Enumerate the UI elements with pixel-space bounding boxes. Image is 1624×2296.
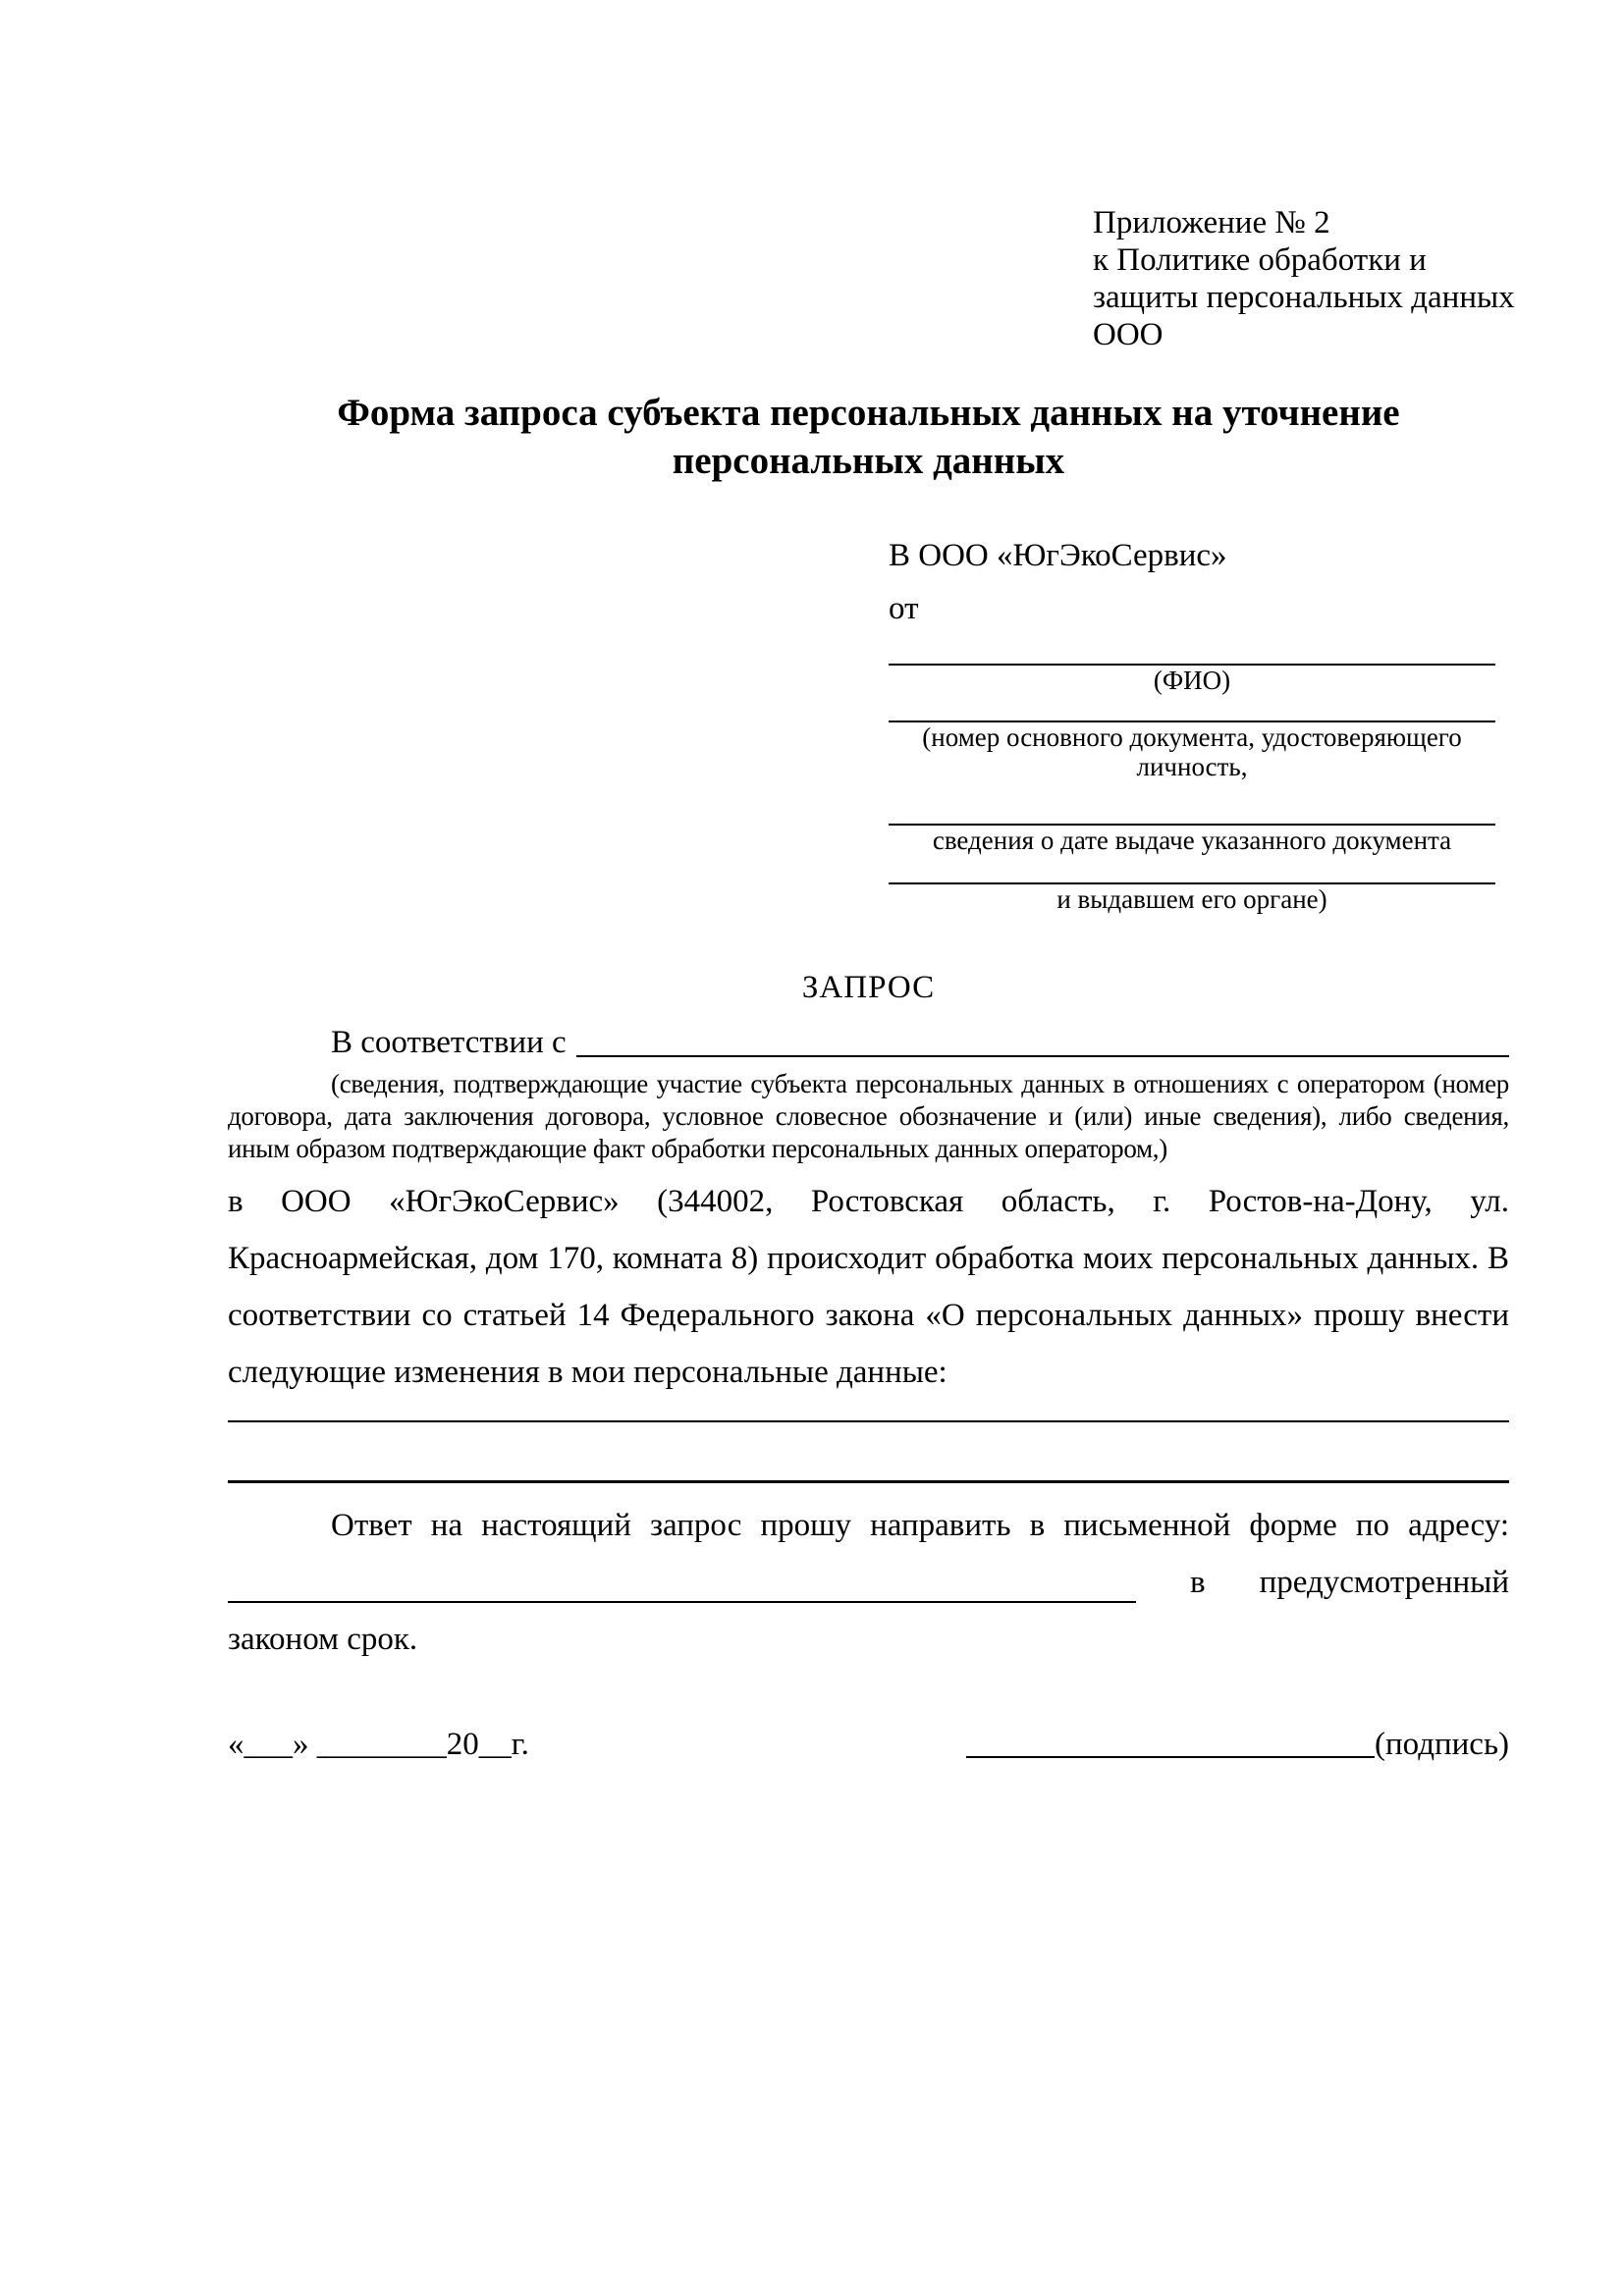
signature-caption: (подпись) bbox=[1375, 1727, 1509, 1762]
reply-tail-end: законом срок. bbox=[228, 1622, 418, 1657]
addressee-block bbox=[889, 536, 1495, 914]
fio-caption: (ФИО) bbox=[1153, 666, 1231, 695]
appendix-note-line: к Политике обработки и bbox=[1093, 242, 1427, 278]
appendix-note-line: ООО bbox=[1093, 317, 1164, 352]
issue-date-caption: сведения о дате выдаче указанного документа bbox=[932, 826, 1452, 855]
document-content bbox=[0, 204, 1624, 1767]
document-number-blank-line bbox=[889, 695, 1495, 722]
signature-blank-line bbox=[966, 1756, 1375, 1758]
appendix-note bbox=[1093, 204, 1515, 353]
issuing-authority-caption: и выдавшем его органе) bbox=[1056, 884, 1327, 914]
accordance-note: (сведения, подтверждающие участие субъекта персональных данных в отношениях с оператором (номер договора, дата заключения договора, условное словесное обозначение и (или) иные сведения), либо сведения, иным образом подтверждающие факт обработки персональных данных оператором,) bbox=[228, 1069, 1509, 1163]
changes-blank-line-1 bbox=[228, 1401, 1509, 1422]
organization-name: В ООО «ЮгЭкоСервис» bbox=[889, 538, 1227, 573]
accordance-lead: В соответствии с bbox=[331, 1025, 567, 1060]
appendix-note-line: Приложение № 2 bbox=[1093, 205, 1330, 240]
fio-blank-line bbox=[889, 628, 1495, 666]
reply-tail-word: предусмотренный bbox=[1259, 1565, 1509, 1600]
appendix-note-line: защиты персональных данных bbox=[1093, 280, 1515, 315]
request-heading: ЗАПРОС bbox=[801, 970, 936, 1005]
reply-tail-word: в bbox=[1190, 1565, 1206, 1600]
page-title: Форма запроса субъекта персональных данных на уточнение персональных данных bbox=[337, 392, 1400, 482]
address-blank-line bbox=[228, 1601, 1136, 1603]
reply-address-row bbox=[228, 1554, 1509, 1611]
date-signature-row bbox=[228, 1723, 1509, 1767]
accordance-blank-line bbox=[576, 1055, 1509, 1057]
changes-blank-line-2 bbox=[228, 1422, 1509, 1483]
reply-lead-line: Ответ на настоящий запрос прошу направить в письменной форме по адресу: bbox=[331, 1508, 1509, 1543]
signature-group bbox=[966, 1723, 1509, 1767]
accordance-row bbox=[228, 1021, 1509, 1062]
document-number-caption: (номер основного документа, удостоверяющего личность, bbox=[922, 722, 1462, 781]
body-paragraph: в ООО «ЮгЭкоСервис» (344002, Ростовская область, г. Ростов-на-Дону, ул. Красноармейская, дом 170, комната 8) происходит обработка моих персональных данных. В соответствии со статьей 14 Федерального закона «О персональных данных» прошу внести следующие изменения в мои персональные данные: bbox=[228, 1184, 1509, 1390]
issue-date-blank-line bbox=[889, 781, 1495, 826]
issuing-authority-blank-line bbox=[889, 855, 1495, 884]
date-field: «___» ________20__г. bbox=[228, 1727, 529, 1762]
from-label: от bbox=[889, 591, 919, 626]
